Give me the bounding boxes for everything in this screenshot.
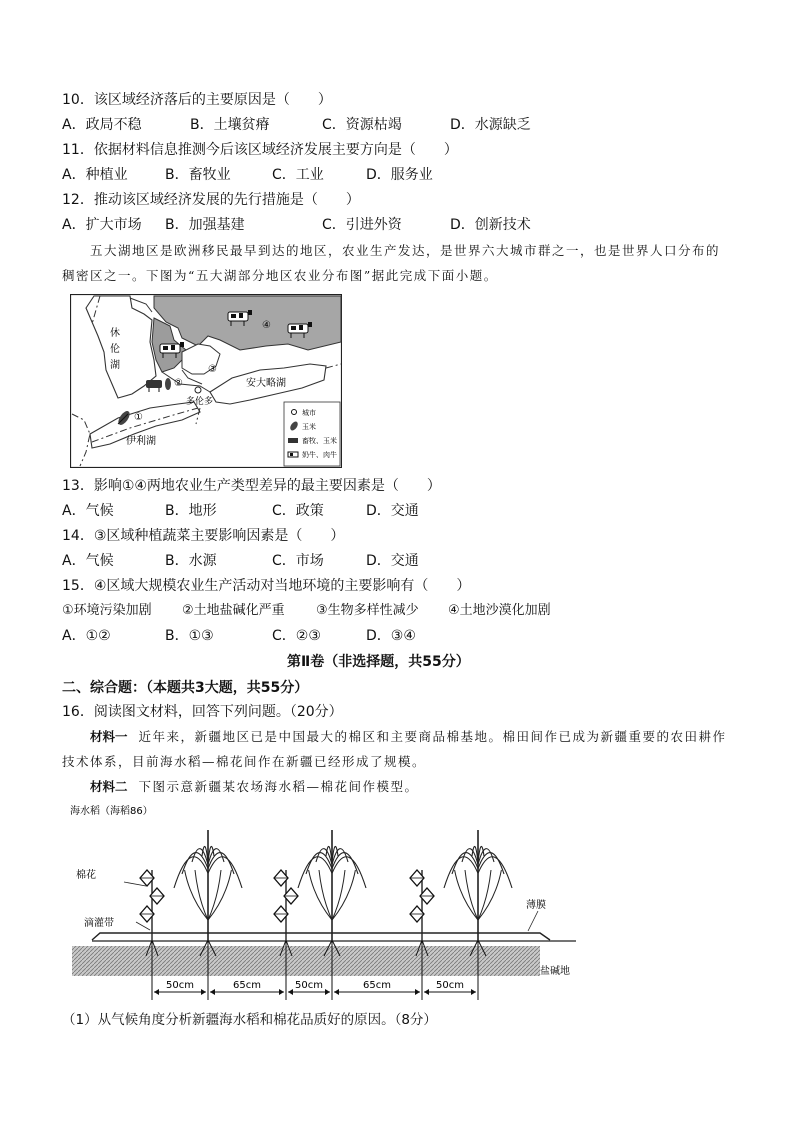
q13-option-b[interactable]: B．地形 xyxy=(165,503,217,519)
q15-statement-2: ②土地盐碱化严重 xyxy=(182,603,285,618)
plastic-film xyxy=(92,933,550,940)
spacing-label: 65cm xyxy=(233,980,261,991)
dimension-arrow xyxy=(471,989,476,995)
spacing-label: 50cm xyxy=(166,980,194,991)
material-1-label: 材料一 xyxy=(90,729,128,744)
legend-city: 城市 xyxy=(302,409,316,417)
q12-option-d[interactable]: D．创新技术 xyxy=(450,217,531,233)
q13-option-c[interactable]: C．政策 xyxy=(272,503,324,519)
dimension-arrow xyxy=(288,989,293,995)
q11-stem: 11．依据材料信息推测今后该区域经济发展主要方向是（ ） xyxy=(62,142,458,158)
spacing-label: 50cm xyxy=(436,980,464,991)
intercropping-diagram xyxy=(66,800,582,1006)
material-2-label: 材料二 xyxy=(90,779,128,794)
q10-stem: 10．该区域经济落后的主要原因是（ ） xyxy=(62,92,332,108)
q11-option-b[interactable]: B．畜牧业 xyxy=(165,167,231,183)
cotton-plant xyxy=(274,870,298,956)
rice-plant xyxy=(444,830,512,956)
q14-option-b[interactable]: B．水源 xyxy=(165,553,217,569)
saline-soil-label: 盐碱地 xyxy=(540,966,570,977)
great-lakes-intro: 五大湖地区是欧洲移民最早到达的地区，农业生产发达，是世界六大城市群之一，也是世界人口分布的稠密区之一。下图为“五大湖部分地区农业分布图”据此完成下面小题。 xyxy=(62,243,721,283)
drip-tape-label: 滴灌带 xyxy=(84,918,114,929)
q14-option-a[interactable]: A．气候 xyxy=(62,553,114,569)
q15-statement-1: ①环境污染加剧 xyxy=(62,603,152,618)
material-1-text: 近年来，新疆地区已是中国最大的棉区和主要商品棉基地。棉田间作已成为新疆重要的农田耕作技术体系，目前海水稻—棉花间作在新疆已经形成了规模。 xyxy=(62,729,727,769)
region-2-label: ② xyxy=(174,378,183,389)
dimension-arrow xyxy=(325,989,330,995)
q15-option-c[interactable]: C．②③ xyxy=(272,628,321,644)
legend-livestock-corn: 畜牧、玉米 xyxy=(302,437,337,445)
cotton-label: 棉花 xyxy=(76,870,96,881)
q15-stem: 15．④区域大规模农业生产活动对当地环境的主要影响有（ ） xyxy=(62,578,471,594)
cotton-plant xyxy=(140,870,164,956)
q13-option-a[interactable]: A．气候 xyxy=(62,503,114,519)
legend-dairy-beef: 奶牛、肉牛 xyxy=(302,451,337,459)
lake-erie-label: 伊利湖 xyxy=(126,436,156,447)
dimension-arrow xyxy=(279,989,284,995)
q11-option-d[interactable]: D．服务业 xyxy=(366,167,433,183)
material-2-text: 下图示意新疆某农场海水稻—棉花间作模型。 xyxy=(138,779,419,794)
q15-statement-4: ④土地沙漠化加剧 xyxy=(448,603,551,618)
dimension-arrow xyxy=(334,989,339,995)
great-lakes-map xyxy=(70,294,342,468)
q16-material-2 xyxy=(62,774,730,799)
q12-option-b[interactable]: B．加强基建 xyxy=(165,217,245,233)
dimension-arrow xyxy=(210,989,215,995)
q12-stem: 12．推动该区域经济发展的先行措施是（ ） xyxy=(62,192,360,208)
q15-statement-3: ③生物多样性减少 xyxy=(316,603,419,618)
q15-option-d[interactable]: D．③④ xyxy=(366,628,416,644)
q13-stem: 13．影响①④两地农业生产类型差异的最主要因素是（ ） xyxy=(62,478,441,494)
map-legend xyxy=(284,402,340,466)
rice-plant xyxy=(298,830,366,956)
dimension-arrow xyxy=(154,989,159,995)
lake-huron-label-1: 休 xyxy=(110,328,120,339)
section-2-title: 二、综合题：（本题共3大题，共55分） xyxy=(62,680,309,696)
q10-option-b[interactable]: B．土壤贫瘠 xyxy=(190,117,270,133)
film-label: 薄膜 xyxy=(526,900,546,911)
spacing-label: 50cm xyxy=(295,980,323,991)
legend-corn: 玉米 xyxy=(302,423,316,431)
q10-option-c[interactable]: C．资源枯竭 xyxy=(322,117,402,133)
lake-huron-label-2: 伦 xyxy=(110,344,120,355)
spacing-label: 65cm xyxy=(363,980,391,991)
part-2-title: 第Ⅱ卷（非选择题，共55分） xyxy=(287,654,470,670)
dimension-arrow xyxy=(201,989,206,995)
rice-label: 海水稻（海稻86） xyxy=(70,806,153,817)
toronto-label: 多伦多 xyxy=(186,397,214,407)
lake-ontario-label: 安大略湖 xyxy=(246,378,286,389)
q12-option-c[interactable]: C．引进外资 xyxy=(322,217,402,233)
q11-option-c[interactable]: C．工业 xyxy=(272,167,324,183)
saline-soil xyxy=(72,946,540,976)
q10-option-d[interactable]: D．水源缺乏 xyxy=(450,117,531,133)
q16-material-1 xyxy=(62,724,730,774)
region-3-label: ③ xyxy=(208,364,217,375)
dimension-arrow xyxy=(424,989,429,995)
q14-option-c[interactable]: C．市场 xyxy=(272,553,324,569)
q10-option-a[interactable]: A．政局不稳 xyxy=(62,117,142,133)
q16-sub-question-1: （1）从气候角度分析新疆海水稻和棉花品质好的原因。（8分） xyxy=(62,1012,437,1028)
q15-option-a[interactable]: A．①② xyxy=(62,628,111,644)
q13-option-d[interactable]: D．交通 xyxy=(366,503,419,519)
q12-option-a[interactable]: A．扩大市场 xyxy=(62,217,142,233)
lake-huron-label-3: 湖 xyxy=(110,360,120,371)
toronto-city-dot xyxy=(195,387,201,393)
cotton-plant xyxy=(410,870,434,956)
region-1-label: ① xyxy=(134,412,143,423)
q14-stem: 14．③区域种植蔬菜主要影响因素是（ ） xyxy=(62,528,345,544)
q15-option-b[interactable]: B．①③ xyxy=(165,628,214,644)
q11-option-a[interactable]: A．种植业 xyxy=(62,167,128,183)
q16-stem: 16．阅读图文材料，回答下列问题。（20分） xyxy=(62,704,343,720)
region-4-label: ④ xyxy=(262,320,271,331)
dimension-arrow xyxy=(415,989,420,995)
rice-plant xyxy=(174,830,242,956)
q14-option-d[interactable]: D．交通 xyxy=(366,553,419,569)
